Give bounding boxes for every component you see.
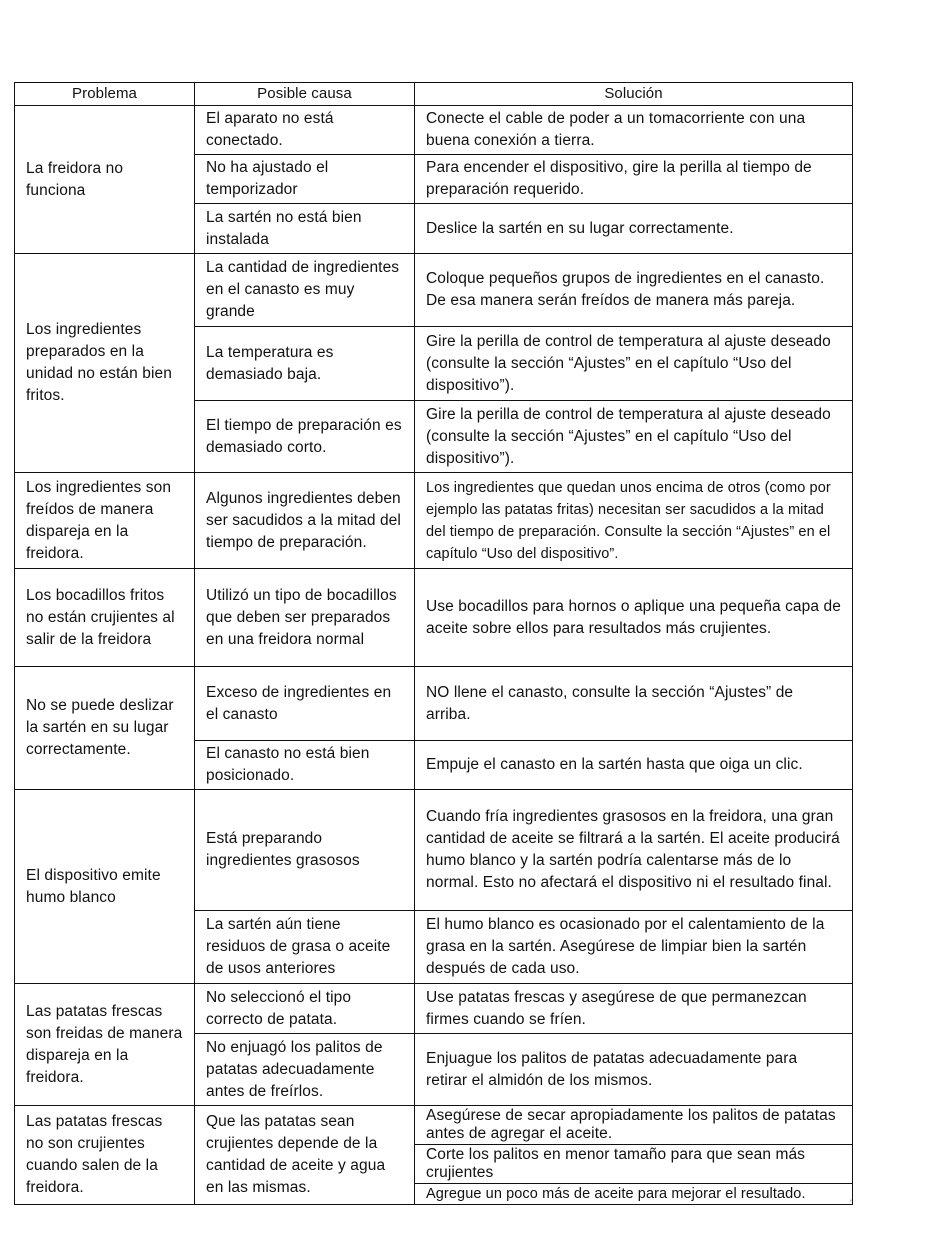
cause-cell: Utilizó un tipo de bocadillos que deben ser preparados en una freidora normal	[195, 569, 415, 667]
cause-cell: La temperatura es demasiado baja.	[195, 327, 415, 401]
solution-cell: El humo blanco es ocasionado por el calentamiento de la grasa en la sartén. Asegúrese de limpiar bien la sartén después de cada uso.	[415, 911, 853, 984]
corner-mark: '	[850, 1198, 852, 1208]
solution-cell: Los ingredientes que quedan unos encima de otros (como por ejemplo las patatas fritas) necesitan ser sacudidos a la mitad del tiempo de preparación. Consulte la sección “Ajustes” en el capítulo “Uso del dispositivo”.	[415, 473, 853, 569]
problem-cell: La freidora no funciona	[15, 106, 195, 254]
solution-cell: Agregue un poco más de aceite para mejorar el resultado.	[415, 1184, 853, 1205]
problem-cell: Las patatas frescas son freidas de manera dispareja en la freidora.	[15, 984, 195, 1106]
table-header	[15, 83, 853, 106]
solution-cell: Conecte el cable de poder a un tomacorriente con una buena conexión a tierra.	[415, 106, 853, 155]
solution-cell: Coloque pequeños grupos de ingredientes en el canasto. De esa manera serán freídos de manera más pareja.	[415, 254, 853, 327]
solution-cell: Asegúrese de secar apropiadamente los palitos de patatas antes de agregar el aceite.	[415, 1106, 853, 1145]
table-row	[15, 1106, 853, 1145]
problem-cell: Los bocadillos fritos no están crujientes al salir de la freidora	[15, 569, 195, 667]
cause-cell: La cantidad de ingredientes en el canasto es muy grande	[195, 254, 415, 327]
cause-cell: El canasto no está bien posicionado.	[195, 741, 415, 790]
header-problem: Problema	[15, 83, 195, 106]
problem-cell: Los ingredientes preparados en la unidad no están bien fritos.	[15, 254, 195, 473]
solution-cell: Gire la perilla de control de temperatura al ajuste deseado (consulte la sección “Ajustes” en el capítulo “Uso del dispositivo”).	[415, 401, 853, 473]
troubleshooting-table	[14, 82, 853, 1205]
table-row	[15, 569, 853, 667]
solution-cell: Corte los palitos en menor tamaño para que sean más crujientes	[415, 1145, 853, 1184]
header-cause: Posible causa	[195, 83, 415, 106]
solution-cell: NO llene el canasto, consulte la sección “Ajustes” de arriba.	[415, 667, 853, 741]
solution-cell: Cuando fría ingredientes grasosos en la freidora, una gran cantidad de aceite se filtrará a la sartén. El aceite producirá humo blanco y la sartén podría calentarse más de lo normal. Esto no afectará el dispositivo ni el resultado final.	[415, 790, 853, 911]
cause-cell: No ha ajustado el temporizador	[195, 155, 415, 204]
solution-cell: Para encender el dispositivo, gire la perilla al tiempo de preparación requerido.	[415, 155, 853, 204]
cause-cell: La sartén aún tiene residuos de grasa o aceite de usos anteriores	[195, 911, 415, 984]
solution-cell: Empuje el canasto en la sartén hasta que oiga un clic.	[415, 741, 853, 790]
table-row	[15, 473, 853, 569]
solution-cell: Use bocadillos para hornos o aplique una pequeña capa de aceite sobre ellos para resultados más crujientes.	[415, 569, 853, 667]
table-body	[15, 106, 853, 1205]
solution-cell: Use patatas frescas y asegúrese de que permanezcan firmes cuando se fríen.	[415, 984, 853, 1034]
solution-cell: Enjuague los palitos de patatas adecuadamente para retirar el almidón de los mismos.	[415, 1034, 853, 1106]
problem-cell: Los ingredientes son freídos de manera dispareja en la freidora.	[15, 473, 195, 569]
table-row	[15, 667, 853, 741]
cause-cell: No enjuagó los palitos de patatas adecuadamente antes de freírlos.	[195, 1034, 415, 1106]
solution-cell: Deslice la sartén en su lugar correctamente.	[415, 204, 853, 254]
table-row	[15, 984, 853, 1034]
cause-cell: Algunos ingredientes deben ser sacudidos a la mitad del tiempo de preparación.	[195, 473, 415, 569]
solution-cell: Gire la perilla de control de temperatura al ajuste deseado (consulte la sección “Ajustes” en el capítulo “Uso del dispositivo”).	[415, 327, 853, 401]
cause-cell: La sartén no está bien instalada	[195, 204, 415, 254]
table-row	[15, 106, 853, 155]
header-solution: Solución	[415, 83, 853, 106]
problem-cell: Las patatas frescas no son crujientes cuando salen de la freidora.	[15, 1106, 195, 1205]
table-row	[15, 790, 853, 911]
header-row	[15, 83, 853, 106]
cause-cell: Que las patatas sean crujientes depende de la cantidad de aceite y agua en las mismas.	[195, 1106, 415, 1205]
cause-cell: Está preparando ingredientes grasosos	[195, 790, 415, 911]
cause-cell: El aparato no está conectado.	[195, 106, 415, 155]
table-row	[15, 254, 853, 327]
problem-cell: No se puede deslizar la sartén en su lugar correctamente.	[15, 667, 195, 790]
cause-cell: El tiempo de preparación es demasiado corto.	[195, 401, 415, 473]
cause-cell: No seleccionó el tipo correcto de patata.	[195, 984, 415, 1034]
problem-cell: El dispositivo emite humo blanco	[15, 790, 195, 984]
cause-cell: Exceso de ingredientes en el canasto	[195, 667, 415, 741]
